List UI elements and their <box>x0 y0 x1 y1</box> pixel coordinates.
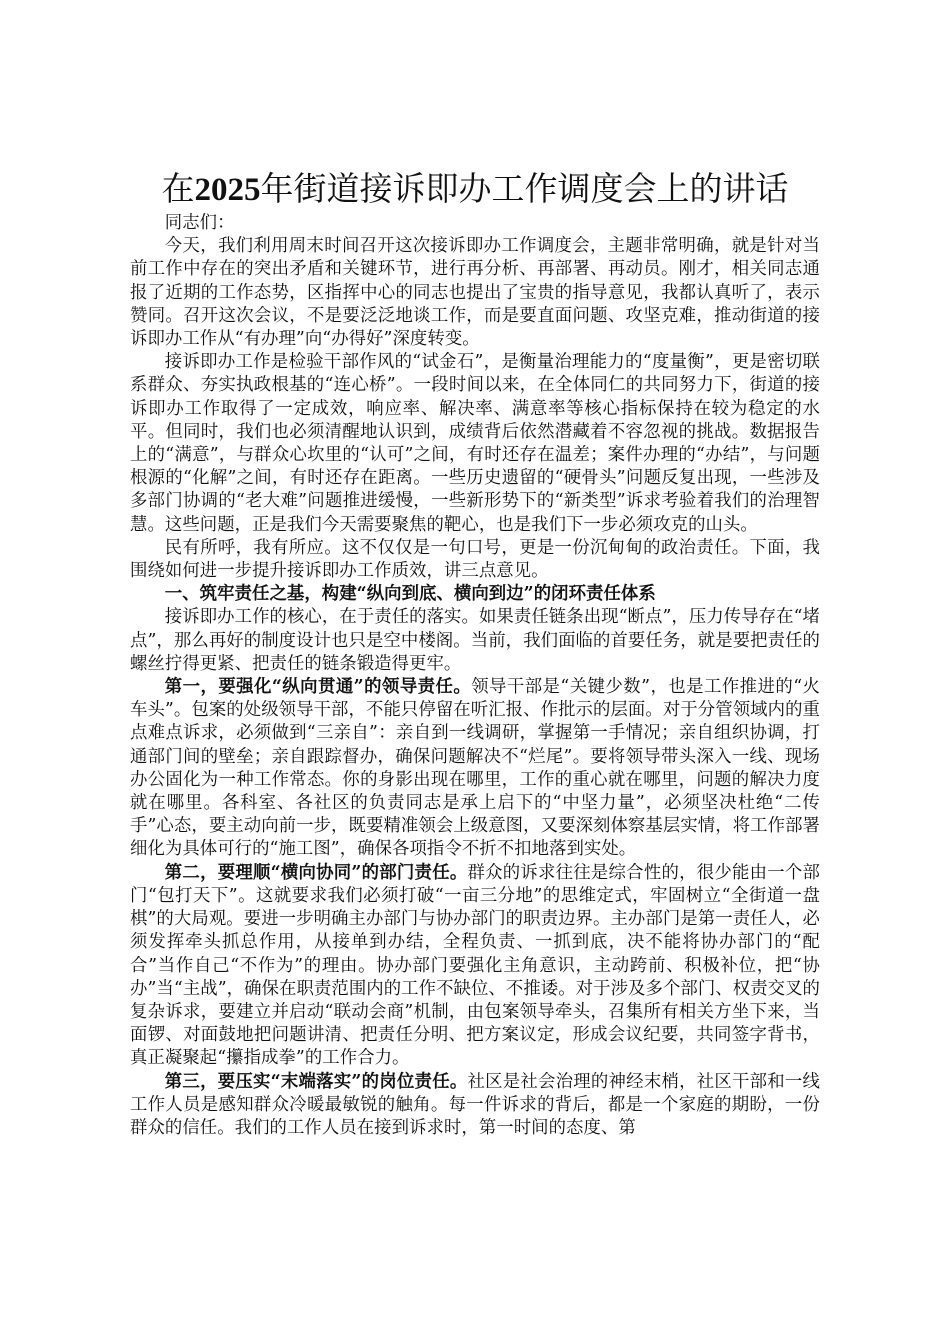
section-intro-1: 接诉即办工作的核心，在于责任的落实。如果责任链条出现“断点”，压力传导存在“堵点”，那么再好的制度设计也只是空中楼阁。当前，我们面临的首要任务，就是要把责任的螺丝拧得更紧、把责任的链条锻造得更牢。 <box>130 607 820 674</box>
title-prefix: 在 <box>161 169 195 208</box>
point-text-2: 群众的诉求往往是综合性的，很少能由一个部门“包打天下”。这就要求我们必须打破“一亩三分地”的思维定式，牢固树立“全街道一盘棋”的大局观。要进一步明确主办部门与协办部门的职责边界。主办部门是第一责任人，必须发挥牵头抓总作用，从接单到办结，全程负责、一抓到底，决不能将协办部门的“配合”当作自己“不作为”的理由。协办部门要强化主角意识，主动跨前、积极补位，把“协办”当“主战”，确保在职责范围内的工作不缺位、不推诿。对于涉及多个部门、权责交叉的复杂诉求，要建立并启动“联动会商”机制，由包案领导牵头，召集所有相关方坐下来，当面锣、对面鼓地把问题讲清、把责任分明、把方案议定，形成会议纪要，共同签字背书，真正凝聚起“攥指成拳”的工作合力。 <box>130 862 820 1069</box>
title-suffix: 年街道接诉即办工作调度会上的讲话 <box>260 169 789 208</box>
point-lead-2: 第二，要理顺“横向协同”的部门责任。 <box>164 862 468 883</box>
point-text-1: 领导干部是“关键少数”，也是工作推进的“火车头”。包案的处级领导干部，不能只停留在听汇报、作批示的层面。对于分管领域内的重点难点诉求，必须做到“三亲自”：亲自到一线调研，掌握第一手情况；亲自组织协调，打通部门间的壁垒；亲自跟踪督办，确保问题解决不“烂尾”。要将领导带头深入一线、现场办公固化为一种工作常态。你的身影出现在哪里，工作的重心就在哪里，问题的解决力度就在哪里。各科室、各社区的负责同志是承上启下的“中坚力量”，必须坚决杜绝“二传手”心态，要主动向前一步，既要精准领会上级意图，又要深刻体察基层实情，将工作部署细化为具体可行的“施工图”，确保各项指令不折不扣地落到实处。 <box>130 677 820 860</box>
section-heading-1: 一、筑牢责任之基，构建“纵向到底、横向到边”的闭环责任体系 <box>164 584 656 605</box>
salutation: 同志们： <box>164 213 235 233</box>
paragraph-context: 接诉即办工作是检验干部作风的“试金石”，是衡量治理能力的“度量衡”，更是密切联系群众、夯实执政根基的“连心桥”。一段时间以来，在全体同仁的共同努力下，街道的接诉即办工作取得了一定成效，响应率、解决率、满意率等核心指标保持在较为稳定的水平。但同时，我们也必须清醒地认识到，成绩背后依然潜藏着不容忽视的挑战。数据报告上的“满意”，与群众心坎里的“认可”之间，有时还存在温差；案件办理的“办结”，与问题根源的“化解”之间，有时还存在距离。一些历史遗留的“硬骨头”问题反复出现，一些涉及多部门协调的“老大难”问题推进缓慢，一些新形势下的“新类型”诉求考验着我们的治理智慧。这些问题，正是我们今天需要聚焦的靶心，也是我们下一步必须攻克的山头。 <box>130 352 820 535</box>
point-lead-3: 第三，要压实“末端落实”的岗位责任。 <box>164 1071 468 1092</box>
point-text-3: 社区是社会治理的神经末梢，社区干部和一线工作人员是感知群众冷暖最敏锐的触角。每一件诉求的背后，都是一个家庭的期盼，一份群众的信任。我们的工作人员在接到诉求时，第一时间的态度、第 <box>130 1071 820 1138</box>
paragraph-transition: 民有所呼，我有所应。这不仅仅是一句口号，更是一份沉甸甸的政治责任。下面，我围绕如何进一步提升接诉即办工作质效，讲三点意见。 <box>130 537 820 582</box>
point-paragraph-1 <box>130 676 820 862</box>
title-year: 2025 <box>194 172 261 208</box>
point-paragraph-3 <box>130 1071 820 1141</box>
point-lead-1: 第一，要强化“纵向贯通”的领导责任。 <box>164 677 472 698</box>
point-paragraph-2 <box>130 862 820 1071</box>
document-title <box>60 166 890 213</box>
document-body <box>130 212 820 1140</box>
paragraph-opening: 今天，我们利用周末时间召开这次接诉即办工作调度会，主题非常明确，就是针对当前工作中存在的突出矛盾和关键环节，进行再分析、再部署、再动员。刚才，相关同志通报了近期的工作态势，区指挥中心的同志也提出了宝贵的指导意见，我都认真听了，表示赞同。召开这次会议，不是要泛泛地谈工作，而是要直面问题、攻坚克难，推动街道的接诉即办工作从“有办理”向“办得好”深度转变。 <box>130 236 820 350</box>
